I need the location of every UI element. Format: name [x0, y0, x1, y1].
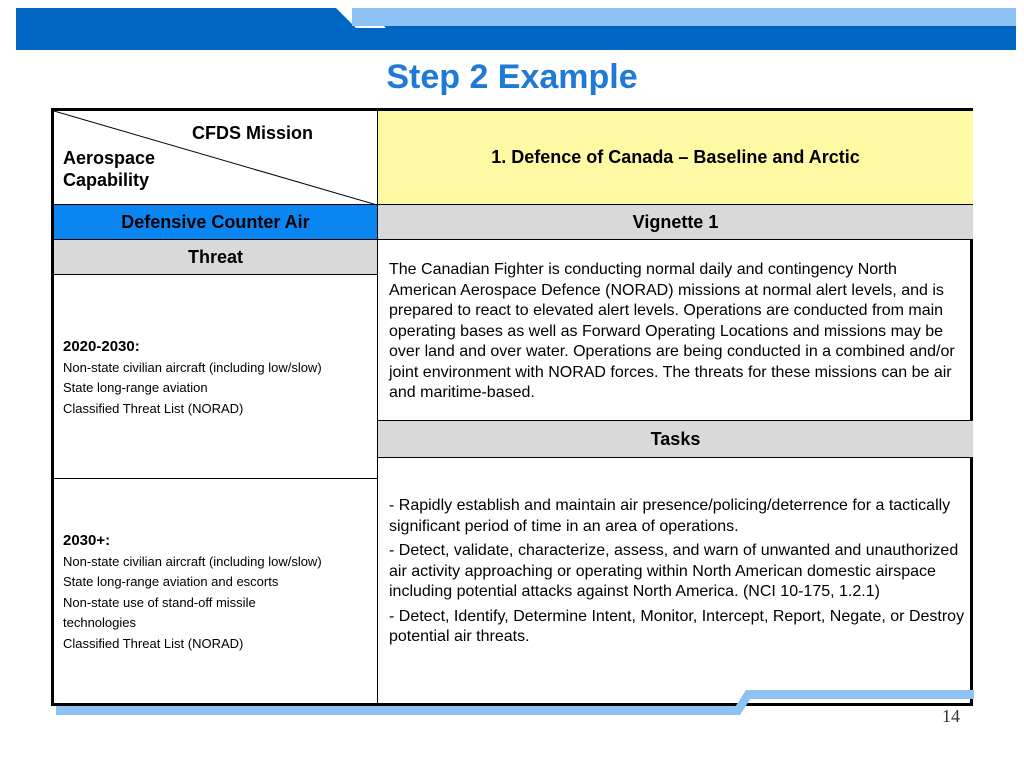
vignette-description-cell: [377, 240, 973, 420]
threat-list-2020: [63, 337, 322, 419]
threat-item: Non-state civilian aircraft (including low/slow): [63, 359, 322, 375]
tasks-list: [389, 496, 967, 652]
threat-list-2030: [63, 531, 322, 654]
bottom-accent-bar: [56, 706, 740, 715]
mission-header: 1. Defence of Canada – Baseline and Arctic: [377, 111, 973, 205]
threat-item: Classified Threat List (NORAD): [63, 400, 244, 416]
threat-item: Non-state use of stand-off missile: [63, 594, 256, 610]
threat-item: technologies: [63, 615, 136, 630]
task-item: - Detect, Identify, Determine Intent, Monitor, Intercept, Report, Negate, or Destroy potential air threats.: [389, 607, 965, 645]
tasks-cell: [377, 458, 973, 706]
threat-item: Non-state civilian aircraft (including low/slow): [63, 553, 322, 569]
threat-item: State long-range aviation and escorts: [63, 574, 279, 589]
slide-title: Step 2 Example: [386, 58, 638, 96]
threat-cell-2030: [54, 479, 377, 706]
threat-header: Threat: [54, 240, 377, 275]
threat-item: State long-range aviation: [63, 380, 208, 395]
aerospace-capability-label: Aerospace Capability: [63, 148, 156, 190]
threat-period: 2020-2030:: [63, 338, 140, 355]
task-item: - Detect, validate, characterize, assess, and warn of unwanted and unauthorized air activity approaching or operating within North American domestic airspace including potential attacks against North America. (NCI 10-175, 1.2.1): [389, 542, 959, 600]
threat-period: 2030+:: [63, 532, 111, 549]
vignette-header: Vignette 1: [377, 205, 973, 240]
task-item: - Rapidly establish and maintain air presence/policing/deterrence for a tactically significant period of time in an area of operations.: [389, 497, 951, 535]
threat-item: Classified Threat List (NORAD): [63, 635, 244, 651]
mission-table: [51, 108, 973, 706]
corner-header-cell: [54, 111, 377, 205]
threat-cell-2020: [54, 275, 377, 479]
vignette-description: The Canadian Fighter is conducting normal daily and contingency North American Aerospace Defence (NORAD) missions at normal alert levels, and is prepared to react to elevated alert levels. Operations are conducted from main operating bases as well as Forward Operating Locations and missions may be over land and over water. Operations are being conducted in a combined and/or joint environment with NORAD forces. The threats for these missions can be air and maritime-based.: [389, 261, 955, 401]
capability-header: Defensive Counter Air: [54, 205, 377, 240]
tasks-header: Tasks: [377, 420, 973, 458]
cfds-mission-label: CFDS Mission: [192, 123, 314, 143]
bottom-accent-bar-right: [748, 690, 974, 699]
page-number: 14: [942, 706, 960, 726]
top-banner-accent: [352, 8, 1016, 26]
